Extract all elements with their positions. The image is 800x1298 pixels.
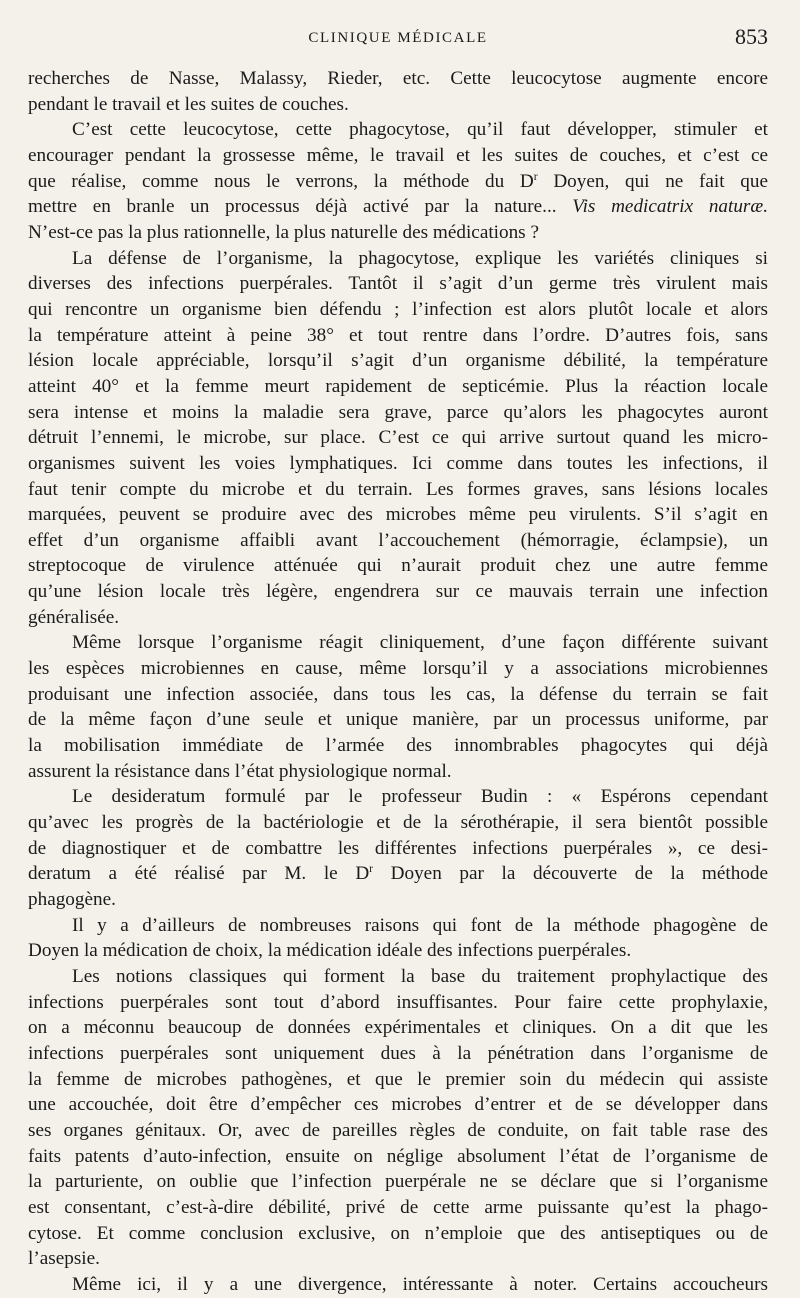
running-title: CLINIQUE MÉDICALE — [308, 30, 488, 46]
page-header — [28, 22, 768, 52]
paragraph — [28, 630, 768, 784]
paragraph — [28, 913, 768, 964]
text-line: C’est cette leucocytose, cette phagocytose, qu’il faut développer, stimuler et — [72, 119, 768, 141]
paragraph — [28, 117, 768, 245]
text-line: N’est-ce pas la plus rationnelle, la plus naturelle des médications ? — [28, 221, 539, 243]
text-line: faits patents d’auto-infection, ensuite on néglige absolument l’état de l’organisme de — [28, 1145, 768, 1167]
text-line: l’asepsie. — [28, 1248, 100, 1270]
text-line: Même ici, il y a une divergence, intéressante à noter. Certains accoucheurs — [72, 1273, 768, 1295]
text-line: encourager pendant la grossesse même, le travail et les suites de couches, et c’est ce — [28, 144, 768, 166]
text-line: infections puerpérales sont tout d’abord insuffisantes. Pour faire cette prophylaxie, — [28, 991, 768, 1013]
text-line: généralisée. — [28, 606, 120, 628]
text-line: les espèces microbiennes en cause, même lorsqu’il y a associations microbiennes — [28, 658, 768, 680]
text-line: assurent la résistance dans l’état physiologique normal. — [28, 760, 452, 782]
text-line: diverses des infections puerpérales. Tantôt il s’agit d’un germe très virulent mais — [28, 273, 768, 295]
text-line: effet d’un organisme affaibli avant l’accouchement (hémorragie, éclampsie), un — [28, 529, 768, 551]
text-line: recherches de Nasse, Malassy, Rieder, etc. Cette leucocytose augmente encore — [28, 68, 768, 89]
body-text — [28, 66, 768, 1298]
text-line: cytose. Et comme conclusion exclusive, on n’emploie que des antiseptiques ou de — [28, 1222, 768, 1244]
text-line: mettre en branle un processus déjà activé par la nature... Vis medicatrix naturæ. — [28, 196, 768, 218]
text-line: faut tenir compte du microbe et du terrain. Les formes graves, sans lésions locales — [28, 478, 768, 500]
text-line: Il y a d’ailleurs de nombreuses raisons qui font de la méthode phagogène de — [72, 914, 768, 936]
text-line: deratum a été réalisé par M. le $D^r$ Doyen par la découverte de la méthode — [28, 863, 768, 885]
paragraph — [28, 246, 768, 631]
text-line: qu’une lésion locale très légère, engendrera sur ce mauvais terrain une infection — [28, 581, 768, 603]
paragraph — [28, 784, 768, 912]
text-line: produisant une infection associée, dans tous les cas, la défense du terrain se fait — [28, 683, 768, 705]
text-line: sera intense et moins la maladie sera grave, parce qu’alors les phagocytes auront — [28, 401, 768, 423]
paragraph — [28, 66, 768, 117]
text-line: on a méconnu beaucoup de données expérimentales et cliniques. On a dit que les — [28, 1017, 768, 1039]
text-line: la température atteint à peine 38° et tout rentre dans l’ordre. D’autres fois, sans — [28, 324, 768, 346]
text-line: détruit l’ennemi, le microbe, sur place. C’est ce qui arrive surtout quand les micro- — [28, 427, 768, 449]
text-line: ses organes génitaux. Or, avec de pareilles règles de conduite, on fait table rase des — [28, 1119, 768, 1141]
text-line: de la même façon d’une seule et unique manière, par un processus uniforme, par — [28, 709, 768, 731]
text-line: une accouchée, doit être d’empêcher ces microbes d’entrer et de se développer dans — [28, 1094, 768, 1116]
text-line: la femme de microbes pathogènes, et que le premier soin du médecin qui assiste — [28, 1068, 768, 1090]
text-line: Le desideratum formulé par le professeur Budin : « Espérons cependant — [72, 786, 768, 808]
text-line: organismes suivent les voies lymphatiques. Ici comme dans toutes les infections, il — [28, 452, 768, 474]
text-line: Même lorsque l’organisme réagit cliniquement, d’une façon différente suivant — [72, 632, 768, 654]
text-line: la parturiente, on oublie que l’infection puerpérale ne se déclare que si l’organisme — [28, 1171, 768, 1193]
text-line: infections puerpérales sont uniquement dues à la pénétration dans l’organisme de — [28, 1042, 768, 1064]
text-line: marquées, peuvent se produire avec des microbes même peu virulents. S’il s’agit en — [28, 504, 768, 526]
text-line: lésion locale appréciable, lorsqu’il s’agit d’un organisme débilité, la température — [28, 350, 768, 372]
paragraph — [28, 964, 768, 1272]
text-line: qui rencontre un organisme bien défendu ; l’infection est alors plutôt locale et alors — [28, 298, 768, 320]
text-line: que réalise, comme nous le verrons, la méthode du $D^r$ Doyen, qui ne fait que — [28, 170, 768, 192]
paragraph — [28, 1272, 768, 1298]
text-line: pendant le travail et les suites de couches. — [28, 93, 349, 115]
text-line: streptocoque de virulence atténuée qui n’aurait produit chez une autre femme — [28, 555, 768, 577]
text-line: est consentant, c’est-à-dire débilité, privé de cette arme puissante qu’est la phago- — [28, 1196, 768, 1218]
text-line: Les notions classiques qui forment la base du traitement prophylactique des — [72, 965, 768, 987]
text-line: Doyen la médication de choix, la médication idéale des infections puerpérales. — [28, 940, 632, 962]
text-line: qu’avec les progrès de la bactériologie et de la sérothérapie, il sera bientôt possible — [28, 812, 768, 834]
text-line: atteint 40° et la femme meurt rapidement de septicémie. Plus la réaction locale — [28, 375, 768, 397]
text-line: phagogène. — [28, 889, 116, 910]
text-line: de diagnostiquer et de combattre les différentes infections puerpérales », ce desi- — [28, 837, 768, 859]
page-number: 853 — [735, 24, 768, 49]
text-line: La défense de l’organisme, la phagocytose, explique les variétés cliniques si — [72, 247, 768, 269]
text-line: la mobilisation immédiate de l’armée des innombrables phagocytes qui déjà — [28, 735, 768, 757]
